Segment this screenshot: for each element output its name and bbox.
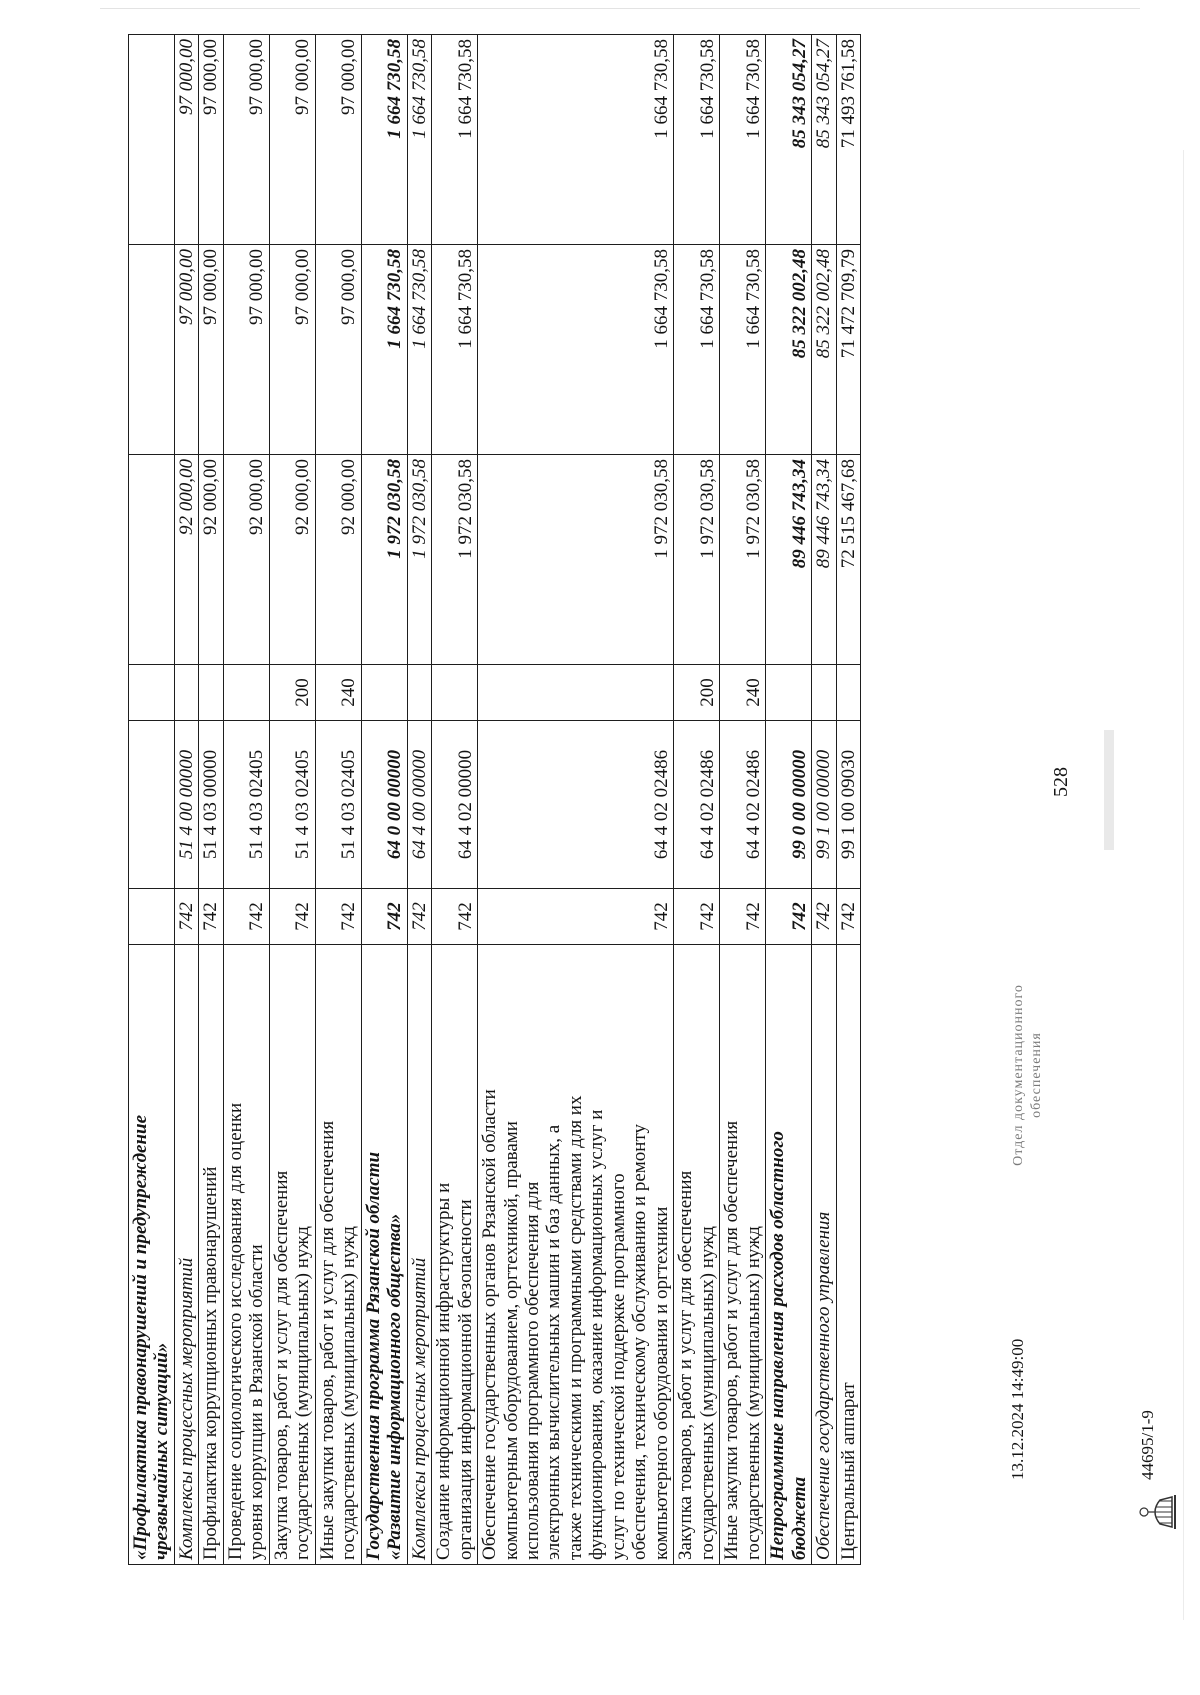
target-code-cell: 51 4 03 02405 [315, 721, 361, 889]
expense-type-cell [812, 665, 836, 721]
row-name-line: использования программного обеспечения для [521, 1181, 543, 1560]
row-name-line: Закупка товаров, работ и услуг для обеспечения [675, 1170, 697, 1560]
row-name-line: организация информационной безопасности [454, 1199, 476, 1560]
row-name [315, 945, 361, 1565]
table-row [478, 35, 674, 1565]
amount-cell: 71 493 761,58 [836, 35, 860, 245]
amount-cell: 1 972 030,58 [361, 455, 407, 665]
amount-cell [129, 35, 175, 245]
expense-type-cell [407, 665, 431, 721]
table-row [812, 35, 836, 1565]
expense-type-cell [836, 665, 860, 721]
footer-doc-code: 44695/1-9 [1138, 1410, 1157, 1480]
amount-cell: 1 664 730,58 [407, 35, 431, 245]
amount-cell: 89 446 743,34 [766, 455, 812, 665]
target-code-cell: 51 4 00 00000 [174, 721, 198, 889]
coat-of-arms-icon [1130, 1487, 1180, 1537]
amount-cell: 1 664 730,58 [361, 245, 407, 455]
amount-cell: 1 664 730,58 [720, 35, 766, 245]
admin-code-cell: 742 [407, 889, 431, 945]
amount-cell: 92 000,00 [199, 455, 223, 665]
amount-cell: 1 972 030,58 [407, 455, 431, 665]
row-name-line: Комплексы процессных мероприятий [408, 1257, 430, 1560]
row-name-line: компьютерного оборудования и оргтехники [650, 1206, 672, 1560]
row-name-line: Иные закупки товаров, работ и услуг для обеспечения [721, 1120, 743, 1560]
row-name-line: государственных (муниципальных) нужд [292, 1226, 314, 1560]
amount-cell: 1 664 730,58 [478, 35, 674, 245]
row-name [674, 945, 720, 1565]
amount-cell: 89 446 743,34 [812, 455, 836, 665]
target-code-cell: 51 4 03 02405 [223, 721, 269, 889]
target-code-cell: 64 4 02 02486 [720, 721, 766, 889]
row-name-line: Проведение социологического исследования для оценки [224, 1102, 246, 1560]
amount-cell: 92 000,00 [174, 455, 198, 665]
amount-cell: 85 322 002,48 [812, 245, 836, 455]
row-name-line: компьютерным оборудованием, оргтехникой, правами [500, 1121, 522, 1560]
table-row [174, 35, 198, 1565]
admin-code-cell: 742 [269, 889, 315, 945]
row-name [174, 945, 198, 1565]
amount-cell: 92 000,00 [315, 455, 361, 665]
table-row [766, 35, 812, 1565]
target-code-cell: 51 4 03 00000 [199, 721, 223, 889]
amount-cell: 1 664 730,58 [407, 245, 431, 455]
row-name [432, 945, 478, 1565]
expense-type-cell: 200 [269, 665, 315, 721]
amount-cell: 97 000,00 [199, 35, 223, 245]
row-name [223, 945, 269, 1565]
row-name-line: функционирования, оказание информационных услуг и [586, 1109, 608, 1560]
table-row [836, 35, 860, 1565]
row-name-line: Обеспечение государственных органов Рязанской области [479, 1089, 501, 1560]
target-code-cell: 99 1 00 00000 [812, 721, 836, 889]
row-name-line: обеспечения, техническому обслуживанию и ремонту [629, 1124, 651, 1560]
row-name-line: Создание информационной инфраструктуры и [433, 1182, 455, 1560]
amount-cell: 97 000,00 [223, 35, 269, 245]
table-row [432, 35, 478, 1565]
row-name [766, 945, 812, 1565]
table-row [720, 35, 766, 1565]
row-name-line: «Профилактика правонарушений и предупреждение [130, 1114, 151, 1560]
amount-cell: 1 664 730,58 [361, 35, 407, 245]
row-name-line: электронных вычислительных машин и баз данных, а [543, 1124, 565, 1560]
amount-cell: 97 000,00 [269, 245, 315, 455]
row-name [199, 945, 223, 1565]
expense-type-cell: 240 [720, 665, 766, 721]
amount-cell: 71 472 709,79 [836, 245, 860, 455]
amount-cell: 1 972 030,58 [478, 455, 674, 665]
row-name-line: Иные закупки товаров, работ и услуг для обеспечения [316, 1120, 338, 1560]
row-name-line: государственных (муниципальных) нужд [696, 1226, 718, 1560]
amount-cell: 1 664 730,58 [432, 245, 478, 455]
amount-cell: 97 000,00 [223, 245, 269, 455]
amount-cell: 92 000,00 [269, 455, 315, 665]
row-name [129, 945, 175, 1565]
admin-code-cell: 742 [766, 889, 812, 945]
expense-type-cell [766, 665, 812, 721]
budget-table [128, 34, 861, 1565]
amount-cell: 1 972 030,58 [720, 455, 766, 665]
admin-code-cell: 742 [199, 889, 223, 945]
amount-cell: 1 972 030,58 [432, 455, 478, 665]
amount-cell: 1 664 730,58 [478, 245, 674, 455]
row-name-line: чрезвычайных ситуаций» [151, 1342, 173, 1560]
stamp-line-2: обеспечения [1028, 1032, 1044, 1118]
amount-cell: 1 664 730,58 [720, 245, 766, 455]
row-name-line: Обеспечение государственного управления [813, 1211, 835, 1560]
target-code-cell: 64 4 02 02486 [478, 721, 674, 889]
admin-code-cell: 742 [223, 889, 269, 945]
row-name-line: Центральный аппарат [837, 1382, 859, 1560]
target-code-cell: 99 0 00 00000 [766, 721, 812, 889]
admin-code-cell: 742 [174, 889, 198, 945]
expense-type-cell [174, 665, 198, 721]
table-row [129, 35, 175, 1565]
row-name-line: «Развитие информационного общества» [384, 1213, 406, 1560]
row-name-line: Государственная программа Рязанской области [362, 1151, 384, 1560]
expense-type-cell [478, 665, 674, 721]
row-name [836, 945, 860, 1565]
row-name [720, 945, 766, 1565]
admin-code-cell: 742 [836, 889, 860, 945]
admin-code-cell: 742 [361, 889, 407, 945]
department-stamp [1010, 975, 1045, 1175]
target-code-cell: 64 4 02 02486 [674, 721, 720, 889]
target-code-cell [129, 721, 175, 889]
table-row [361, 35, 407, 1565]
target-code-cell: 64 0 00 00000 [361, 721, 407, 889]
stamp-line-1: Отдел документационного [1011, 984, 1026, 1166]
amount-cell: 72 515 467,68 [836, 455, 860, 665]
table-row [269, 35, 315, 1565]
target-code-cell: 99 1 00 09030 [836, 721, 860, 889]
table-row [315, 35, 361, 1565]
admin-code-cell: 742 [674, 889, 720, 945]
expense-type-cell: 200 [674, 665, 720, 721]
amount-cell: 1 664 730,58 [432, 35, 478, 245]
table-row [223, 35, 269, 1565]
amount-cell: 97 000,00 [174, 245, 198, 455]
amount-cell: 97 000,00 [315, 245, 361, 455]
amount-cell: 97 000,00 [315, 35, 361, 245]
row-name-line: бюджета [788, 1476, 810, 1560]
row-name-line: услуг по технической поддержке программного [607, 1173, 629, 1560]
admin-code-cell: 742 [315, 889, 361, 945]
row-name [361, 945, 407, 1565]
row-name-line: Комплексы процессных мероприятий [175, 1257, 197, 1560]
admin-code-cell: 742 [432, 889, 478, 945]
table-row [199, 35, 223, 1565]
row-name-line: государственных (муниципальных) нужд [742, 1226, 764, 1560]
admin-code-cell: 742 [812, 889, 836, 945]
row-name-line: Профилактика коррупционных правонарушений [200, 1166, 222, 1560]
table-row [674, 35, 720, 1565]
row-name [407, 945, 431, 1565]
amount-cell: 97 000,00 [199, 245, 223, 455]
row-name-line: уровня коррупции в Рязанской области [246, 1244, 268, 1560]
target-code-cell: 51 4 03 02405 [269, 721, 315, 889]
amount-cell: 97 000,00 [269, 35, 315, 245]
expense-type-cell: 240 [315, 665, 361, 721]
admin-code-cell: 742 [478, 889, 674, 945]
page-number: 528 [1050, 767, 1072, 797]
amount-cell: 92 000,00 [223, 455, 269, 665]
expense-type-cell [223, 665, 269, 721]
amount-cell [129, 455, 175, 665]
expense-type-cell [129, 665, 175, 721]
row-name-line: Непрограммные направления расходов областного [767, 1131, 789, 1560]
target-code-cell: 64 4 02 00000 [432, 721, 478, 889]
expense-type-cell [432, 665, 478, 721]
row-name-line: государственных (муниципальных) нужд [338, 1226, 360, 1560]
target-code-cell: 64 4 00 00000 [407, 721, 431, 889]
amount-cell: 85 322 002,48 [766, 245, 812, 455]
amount-cell: 97 000,00 [174, 35, 198, 245]
amount-cell [129, 245, 175, 455]
row-name [812, 945, 836, 1565]
admin-code-cell: 742 [720, 889, 766, 945]
row-name-line: также техническими и программными средствами для их [564, 1095, 586, 1560]
amount-cell: 85 343 054,27 [766, 35, 812, 245]
expense-type-cell [199, 665, 223, 721]
row-name [269, 945, 315, 1565]
table-row [407, 35, 431, 1565]
amount-cell: 85 343 054,27 [812, 35, 836, 245]
row-name-line: Закупка товаров, работ и услуг для обеспечения [270, 1170, 292, 1560]
footer-datetime: 13.12.2024 14:49:00 [1008, 1338, 1027, 1480]
expense-type-cell [361, 665, 407, 721]
amount-cell: 1 972 030,58 [674, 455, 720, 665]
row-name [478, 945, 674, 1565]
amount-cell: 1 664 730,58 [674, 245, 720, 455]
amount-cell: 1 664 730,58 [674, 35, 720, 245]
admin-code-cell [129, 889, 175, 945]
